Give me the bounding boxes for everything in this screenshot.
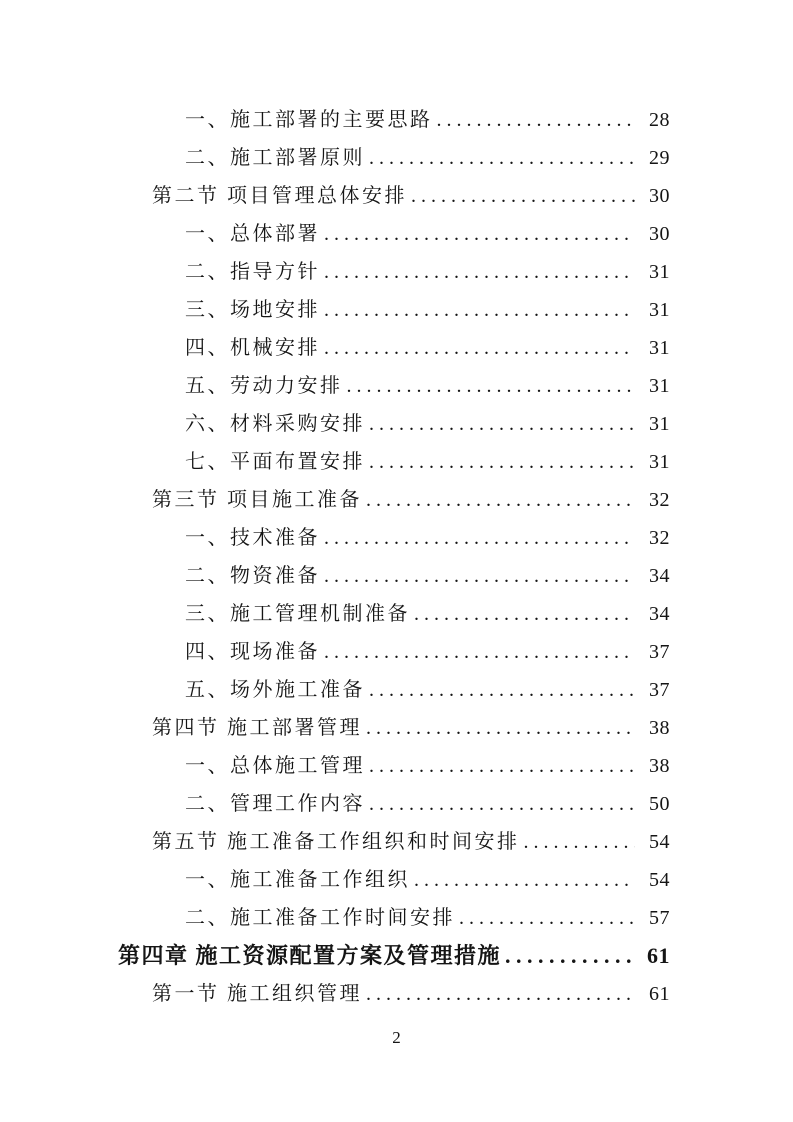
toc-entry-title: 二、施工准备工作时间安排 (185, 907, 455, 929)
toc-entry-title: 第三节 项目施工准备 (152, 489, 362, 511)
toc-entry (185, 291, 670, 329)
toc-entry-page: 30 (649, 185, 670, 207)
page-number: 2 (392, 1028, 401, 1047)
toc-entry-page: 28 (649, 109, 670, 131)
toc-leader-dots (365, 443, 635, 481)
toc-entry-title: 三、场地安排 (185, 299, 320, 321)
toc-entry-page: 57 (649, 907, 670, 929)
toc-entry-page: 32 (649, 489, 670, 511)
toc-entry-page: 31 (649, 261, 670, 283)
toc-entry-title: 第四章 施工资源配置方案及管理措施 (118, 943, 502, 968)
toc-entry-page: 29 (649, 147, 670, 169)
toc-leader-dots (320, 633, 635, 671)
toc-leader-dots (320, 329, 635, 367)
toc-entry (185, 215, 670, 253)
toc-entry-title: 三、施工管理机制准备 (185, 603, 410, 625)
toc-entry (152, 177, 670, 215)
toc-entry (185, 899, 670, 937)
toc-entry-title: 第一节 施工组织管理 (152, 983, 362, 1005)
toc-entry (185, 443, 670, 481)
toc-entry (185, 747, 670, 785)
toc-leader-dots (455, 899, 635, 937)
toc-entry-title: 一、总体施工管理 (185, 755, 365, 777)
toc-entry (185, 861, 670, 899)
toc-entry (185, 367, 670, 405)
toc-entry-title: 第五节 施工准备工作组织和时间安排 (152, 831, 520, 853)
page-footer (0, 1026, 793, 1050)
toc-leader-dots (320, 215, 635, 253)
toc-leader-dots (365, 139, 635, 177)
toc-entry-title: 一、施工部署的主要思路 (185, 109, 433, 131)
toc-entry (185, 671, 670, 709)
toc-entry-page: 61 (649, 983, 670, 1005)
toc-entry (185, 139, 670, 177)
toc-entry-title: 二、指导方针 (185, 261, 320, 283)
toc-entry-title: 二、管理工作内容 (185, 793, 365, 815)
toc-leader-dots (365, 405, 635, 443)
toc-entry (185, 519, 670, 557)
toc-leader-dots (410, 861, 635, 899)
toc-leader-dots (320, 291, 635, 329)
toc-entry-page: 38 (649, 755, 670, 777)
toc-entry-page: 61 (647, 943, 670, 968)
toc-entry (185, 101, 670, 139)
toc-entry-title: 二、施工部署原则 (185, 147, 365, 169)
toc-entry-page: 50 (649, 793, 670, 815)
toc-entry-title: 四、机械安排 (185, 337, 320, 359)
toc-leader-dots (407, 177, 635, 215)
toc-entry-title: 一、施工准备工作组织 (185, 869, 410, 891)
toc-leader-dots (410, 595, 635, 633)
toc-entry-title: 一、总体部署 (185, 223, 320, 245)
toc-entry (118, 937, 670, 975)
toc-entry-title: 第二节 项目管理总体安排 (152, 185, 407, 207)
toc-entry (185, 633, 670, 671)
toc-leader-dots (365, 671, 635, 709)
toc-entry-title: 四、现场准备 (185, 641, 320, 663)
toc-entry (152, 481, 670, 519)
toc-entry-page: 54 (649, 831, 670, 853)
toc-entry-page: 31 (649, 337, 670, 359)
toc-entry-page: 54 (649, 869, 670, 891)
toc-leader-dots (501, 937, 635, 975)
toc-list (118, 101, 670, 1013)
toc-leader-dots (433, 101, 636, 139)
toc-entry-page: 37 (649, 679, 670, 701)
toc-entry-page: 32 (649, 527, 670, 549)
toc-leader-dots (362, 481, 635, 519)
toc-entry (185, 595, 670, 633)
toc-entry-page: 31 (649, 413, 670, 435)
toc-entry (152, 823, 670, 861)
toc-entry-page: 34 (649, 565, 670, 587)
toc-entry-title: 二、物资准备 (185, 565, 320, 587)
toc-entry-page: 31 (649, 299, 670, 321)
toc-entry (185, 253, 670, 291)
toc-entry-page: 34 (649, 603, 670, 625)
toc-entry-page: 37 (649, 641, 670, 663)
toc-leader-dots (365, 747, 635, 785)
toc-leader-dots (362, 709, 635, 747)
toc-entry-page: 31 (649, 451, 670, 473)
toc-entry (185, 557, 670, 595)
toc-leader-dots (320, 557, 635, 595)
toc-entry-title: 七、平面布置安排 (185, 451, 365, 473)
toc-entry (185, 329, 670, 367)
toc-entry (185, 785, 670, 823)
toc-entry-page: 38 (649, 717, 670, 739)
toc-leader-dots (320, 253, 635, 291)
toc-entry-title: 第四节 施工部署管理 (152, 717, 362, 739)
toc-entry (185, 405, 670, 443)
toc-entry-title: 一、技术准备 (185, 527, 320, 549)
toc-leader-dots (520, 823, 636, 861)
toc-leader-dots (343, 367, 636, 405)
toc-entry-title: 五、劳动力安排 (185, 375, 343, 397)
toc-leader-dots (365, 785, 635, 823)
toc-entry-title: 五、场外施工准备 (185, 679, 365, 701)
toc-entry-title: 六、材料采购安排 (185, 413, 365, 435)
toc-entry (152, 709, 670, 747)
toc-entry-page: 31 (649, 375, 670, 397)
toc-leader-dots (320, 519, 635, 557)
toc-entry (152, 975, 670, 1013)
toc-leader-dots (362, 975, 635, 1013)
toc-entry-page: 30 (649, 223, 670, 245)
